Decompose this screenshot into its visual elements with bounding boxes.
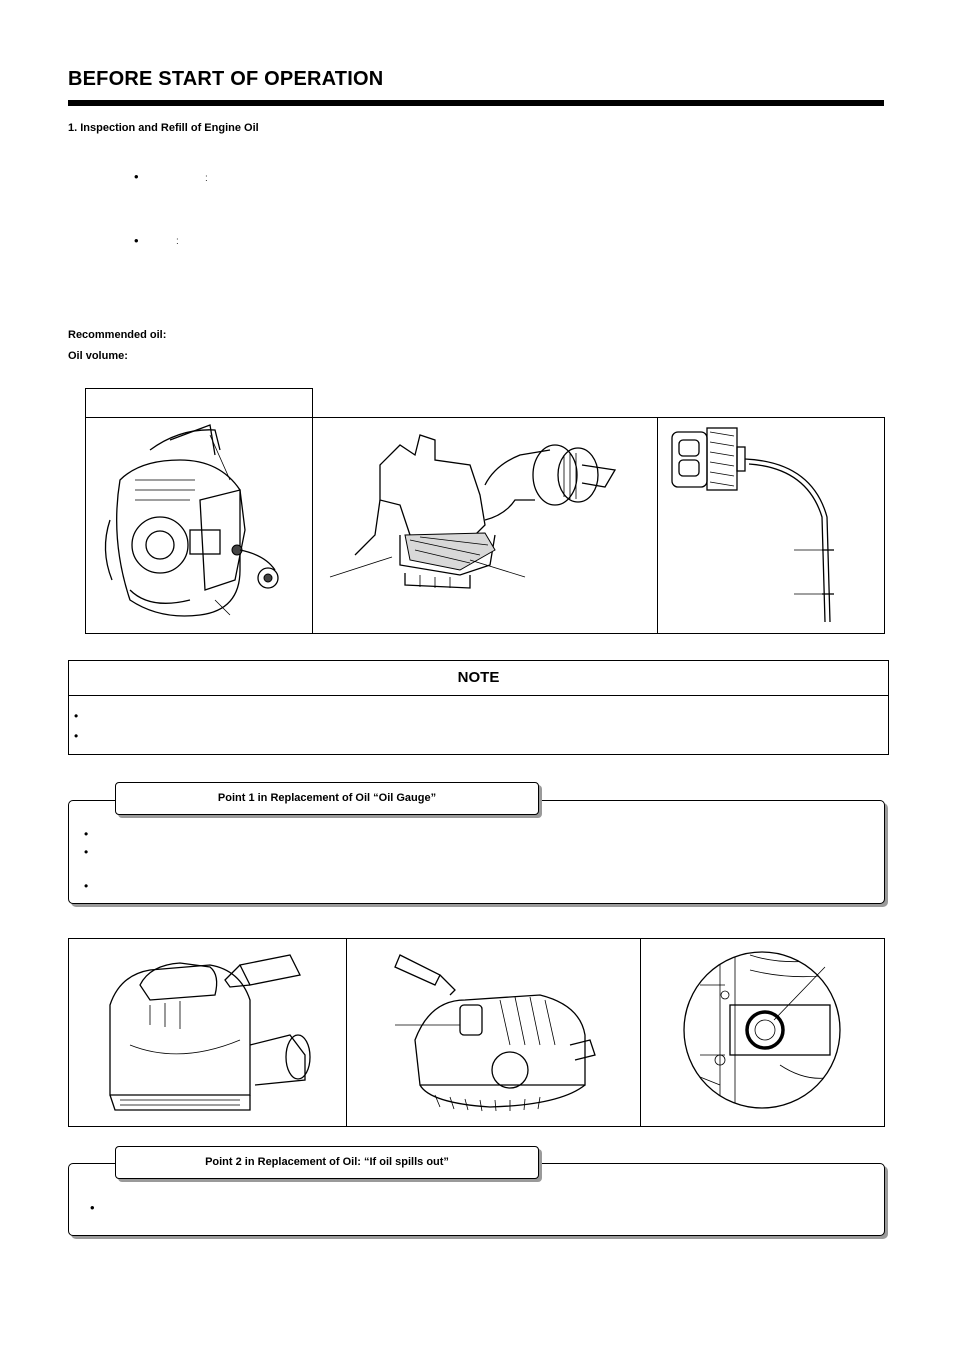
point2-bullet-1: •: [90, 1200, 95, 1215]
figure-divider: [346, 938, 347, 1127]
oil-gauge-dipstick-illustration: [662, 422, 877, 630]
oil-refill-bottle-illustration: [90, 945, 330, 1120]
point1-title: Point 1 in Replacement of Oil “Oil Gauge”: [115, 782, 539, 815]
bullet-1: •: [134, 169, 139, 184]
title-underline: [68, 100, 884, 106]
bullet-2: •: [134, 233, 139, 248]
note-body: [68, 695, 889, 755]
figure-divider: [312, 417, 313, 634]
section-heading: 1. Inspection and Refill of Engine Oil: [68, 122, 259, 134]
figure-caption-cell: [85, 388, 313, 418]
recommended-oil-label: Recommended oil:: [68, 329, 167, 341]
point1-bullet-3: •: [84, 879, 89, 893]
page-title: BEFORE START OF OPERATION: [68, 68, 384, 90]
note-bullet-1: •: [74, 709, 79, 723]
crankcase-cross-section-illustration: [320, 425, 650, 625]
note-header: NOTE: [68, 660, 889, 696]
oil-level-window-illustration: [680, 945, 850, 1115]
note-bullet-2: •: [74, 729, 79, 743]
bullet-1-colon: :: [205, 173, 208, 184]
point1-bullet-2: •: [84, 845, 89, 859]
point1-panel: [68, 800, 885, 904]
point2-title: Point 2 in Replacement of Oil: “If oil spills out”: [115, 1146, 539, 1179]
oil-filler-illustration: [390, 945, 605, 1115]
point1-bullet-1: •: [84, 827, 89, 841]
blower-engine-illustration: [90, 420, 308, 630]
figure-divider: [657, 417, 658, 634]
bullet-2-colon: :: [176, 236, 179, 247]
oil-volume-label: Oil volume:: [68, 350, 128, 362]
figure-divider: [640, 938, 641, 1127]
